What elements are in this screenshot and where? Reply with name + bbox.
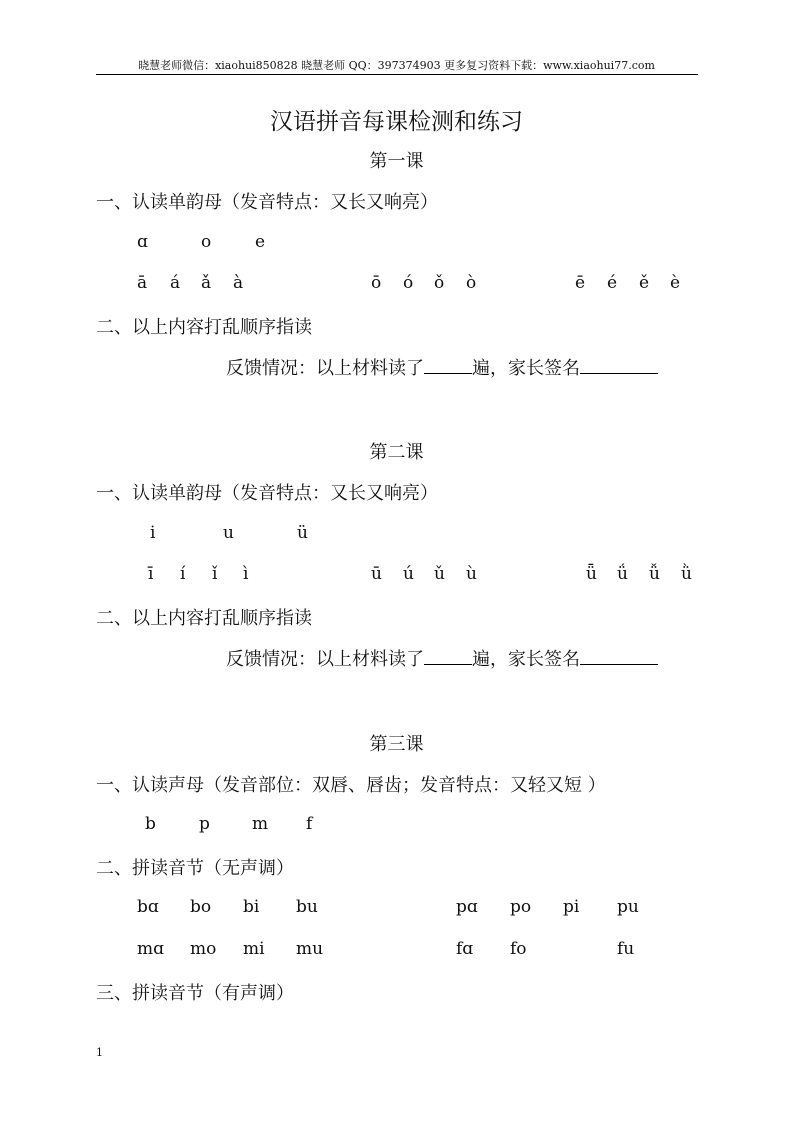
syllable: bɑ [137,897,159,917]
syllable: bi [243,897,260,917]
syllable: bo [190,897,212,917]
lesson-1-task-2: 二、以上内容打乱顺序指读 [96,317,312,338]
syllable: mɑ [137,939,165,959]
header-rule [96,74,698,75]
lesson-2-task-1: 一、认读单韵母（发音特点：又长又响亮） [96,483,438,504]
parent-signature-blank[interactable] [580,355,658,374]
lesson-1-letter: e [255,232,266,252]
lesson-3-task-2: 二、拼读音节（无声调） [96,858,294,879]
document-title: 汉语拼音每课检测和练习 [270,109,523,135]
lesson-1-letter: ɑ [137,232,148,252]
lesson-1-title: 第一课 [369,151,424,172]
parent-signature-blank[interactable] [580,646,658,665]
lesson-1-tone: á [170,273,181,293]
lesson-1-tone: ò [466,273,477,293]
lesson-2-tone: ǖ [586,564,597,584]
lesson-3-task-1: 一、认读声母（发音部位：双唇、唇齿；发音特点：又轻又短 ） [96,775,606,796]
page-number: 1 [96,1046,103,1059]
lesson-3-task-3: 三、拼读音节（有声调） [96,983,294,1004]
syllable: fu [617,939,635,959]
lesson-1-tone: à [233,273,244,293]
syllable: pi [563,897,580,917]
lesson-2-title: 第二课 [369,442,424,463]
lesson-1-task-1: 一、认读单韵母（发音特点：又长又响亮） [96,192,438,213]
lesson-2-tone: ǚ [649,564,660,584]
lesson-2-tone: ǘ [617,564,628,584]
lesson-3-letter: f [306,814,313,834]
read-count-blank[interactable] [424,355,472,374]
lesson-1-tone: ē [575,273,586,293]
syllable: mo [190,939,217,959]
syllable: fo [510,939,527,959]
syllable: mu [296,939,324,959]
lesson-2-letter: u [223,523,234,543]
lesson-2-tone: ì [243,564,249,584]
feedback-signature-label: 遍，家长签名 [472,649,580,670]
syllable: mi [243,939,265,959]
lesson-1-tone: ǎ [201,273,212,293]
lesson-1-feedback [226,354,658,380]
lesson-2-task-2: 二、以上内容打乱顺序指读 [96,608,312,629]
lesson-3-title: 第三课 [369,734,424,755]
lesson-1-tone: ā [137,273,148,293]
lesson-2-letter: ü [297,523,308,543]
syllable: pu [617,897,639,917]
syllable: bu [296,897,318,917]
read-count-blank[interactable] [424,646,472,665]
lesson-2-tone: ǜ [681,564,692,584]
feedback-label: 反馈情况：以上材料读了 [226,649,424,670]
lesson-2-tone: ǔ [434,564,445,584]
lesson-2-tone: í [180,564,186,584]
syllable: fɑ [456,939,474,959]
lesson-1-tone: ǒ [434,273,445,293]
lesson-1-tone: é [607,273,618,293]
lesson-2-tone: ǐ [212,564,218,584]
lesson-3-letter: m [252,814,269,834]
lesson-2-tone: ù [466,564,477,584]
lesson-3-letter: p [199,814,210,834]
lesson-2-letter: i [150,523,156,543]
syllable: po [510,897,532,917]
lesson-2-tone: ī [148,564,154,584]
lesson-1-letter: o [201,232,212,252]
feedback-label: 反馈情况：以上材料读了 [226,358,424,379]
lesson-3-letter: b [145,814,156,834]
lesson-2-tone: ú [403,564,414,584]
page-header: 晓慧老师微信：xiaohui850828 晓慧老师 QQ：397374903 更多复习资料下载：www.xiaohui77.com [138,59,655,72]
lesson-2-tone: ū [371,564,382,584]
lesson-1-tone: ó [403,273,414,293]
lesson-1-tone: è [670,273,681,293]
lesson-1-tone: ō [371,273,382,293]
syllable: pɑ [456,897,478,917]
lesson-2-feedback [226,645,658,671]
lesson-1-tone: ě [639,273,650,293]
feedback-signature-label: 遍，家长签名 [472,358,580,379]
